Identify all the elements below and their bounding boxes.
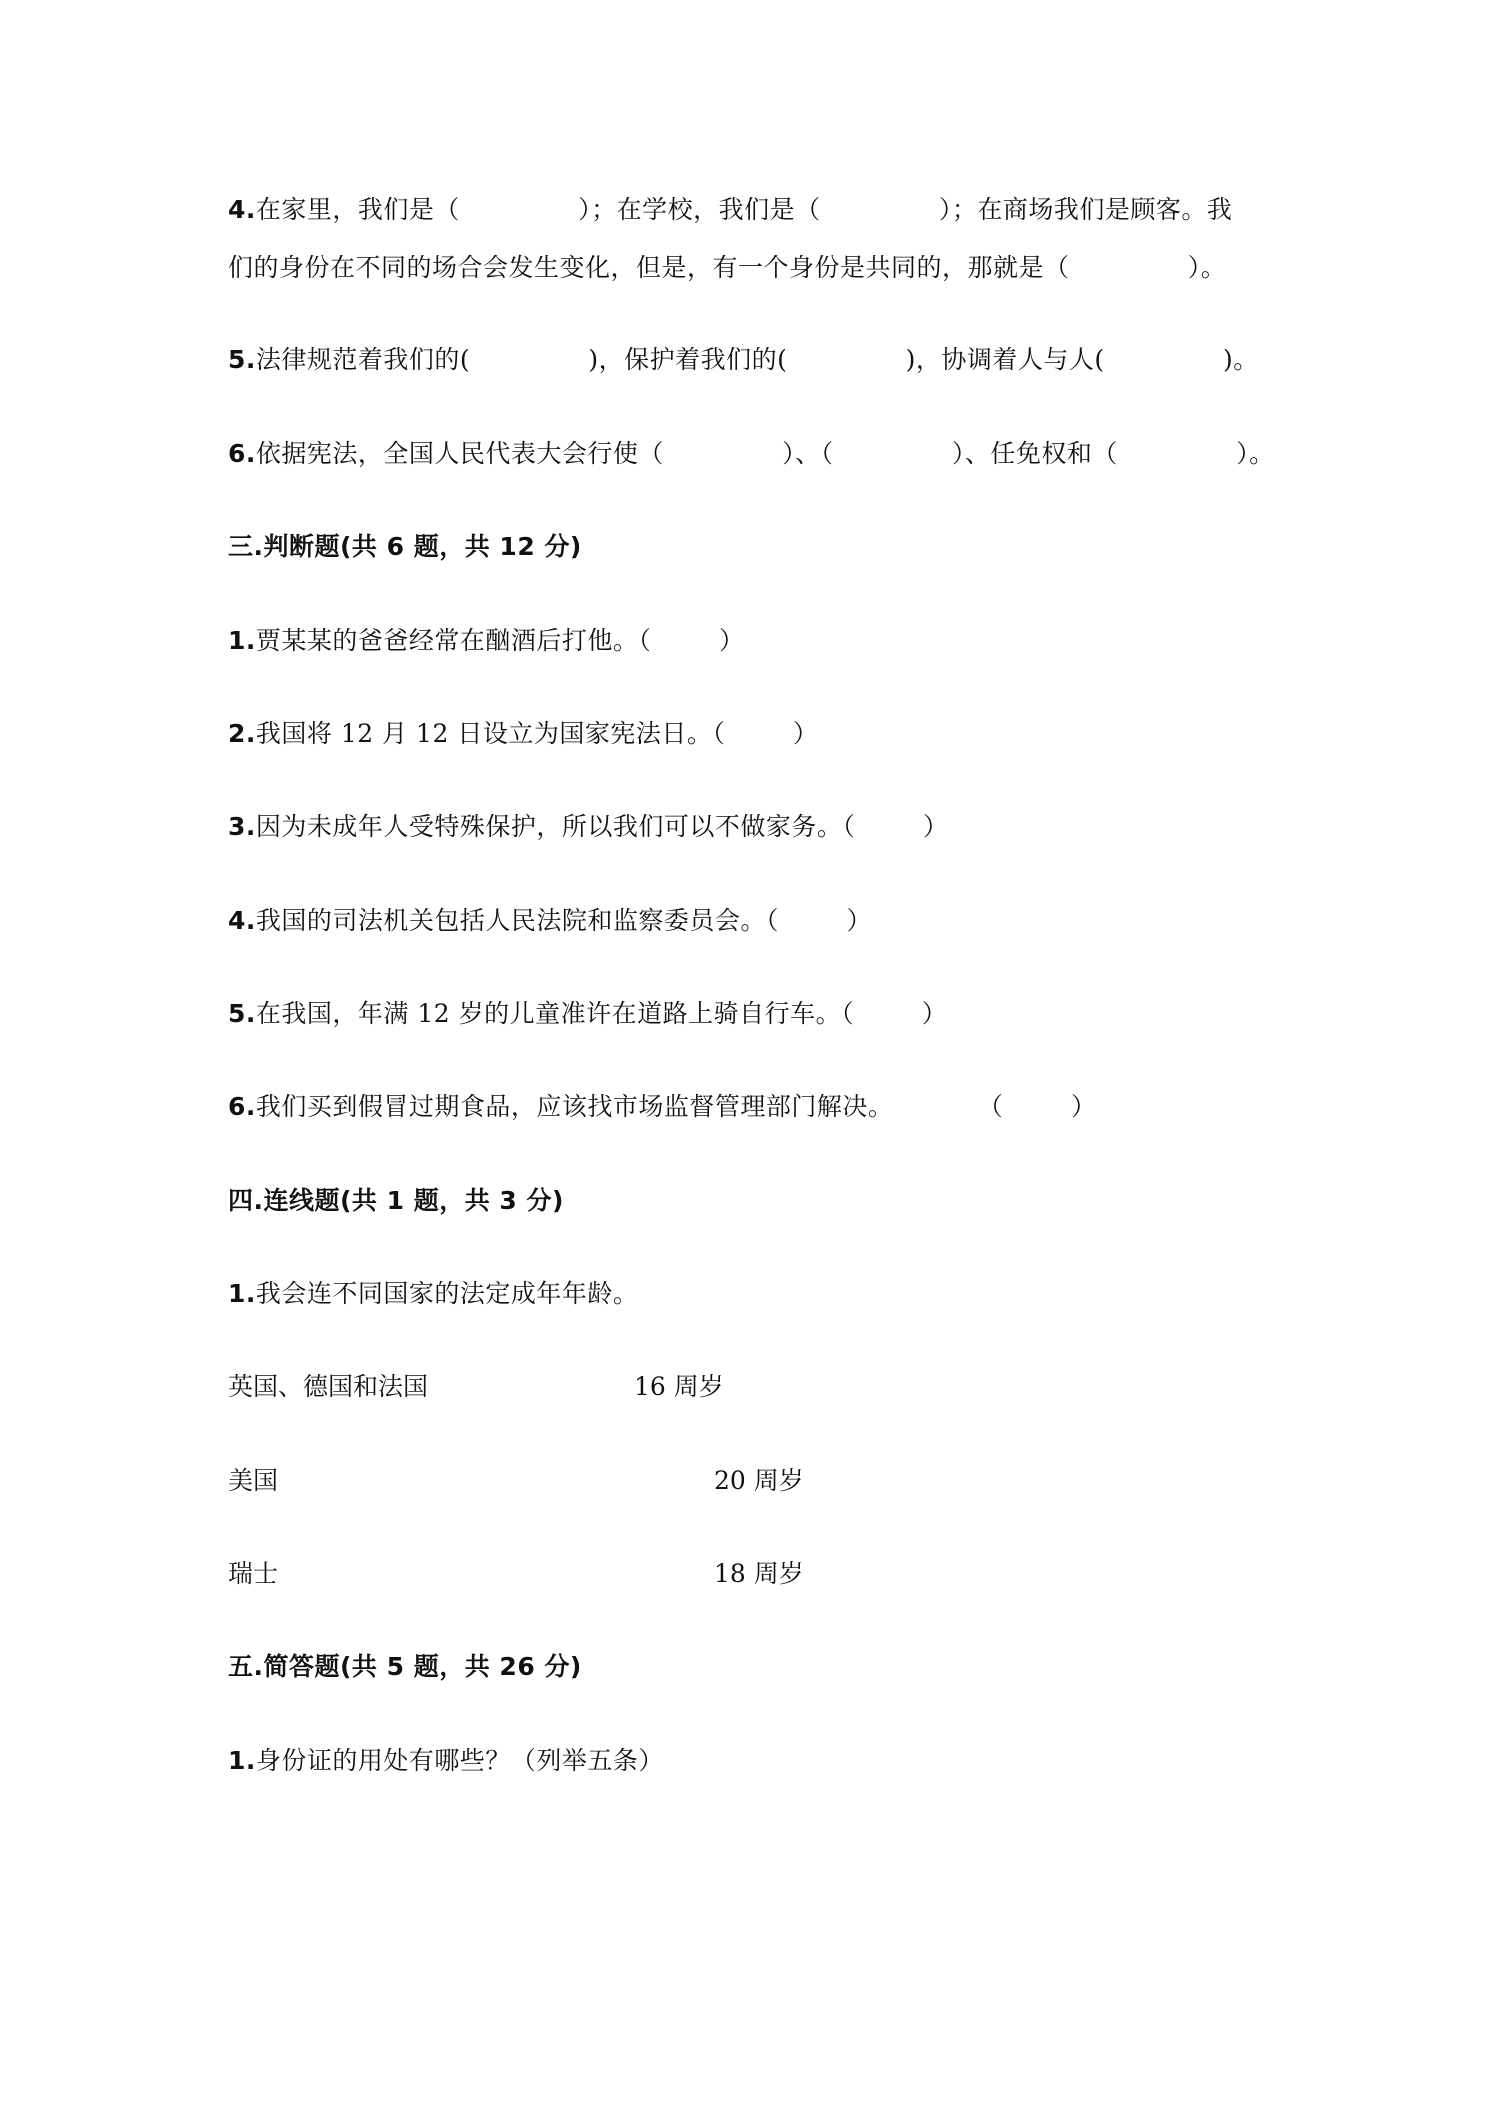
question-text: 我会连不同国家的法定成年年龄。	[255, 1279, 639, 1308]
question-text: 贾某某的爸爸经常在酗酒后打他。（ ）	[255, 626, 745, 655]
question-number: 1.	[228, 1279, 256, 1308]
short-answer-question-1	[228, 1744, 664, 1778]
section-3-heading: 三.判断题(共 6 题，共 12 分)	[228, 532, 582, 561]
fill-in-question-5	[228, 343, 1259, 377]
question-text: 我国的司法机关包括人民法院和监察委员会。（ ）	[255, 906, 872, 935]
question-number: 4.	[228, 195, 256, 224]
question-text: 我国将 12 月 12 日设立为国家宪法日。（ ）	[255, 719, 819, 748]
question-text: 们的身份在不同的场合会发生变化，但是，有一个身份是共同的，那就是（ ）。	[228, 253, 1227, 282]
fill-in-question-4-line2	[228, 251, 1226, 285]
question-text: 依据宪法，全国人民代表大会行使（ ）、（ ）、任免权和（ ）。	[255, 439, 1275, 468]
question-number: 3.	[228, 812, 256, 841]
question-text: 法律规范着我们的( )，保护着我们的( )，协调着人与人( )。	[255, 345, 1259, 374]
question-text: 在我国，年满 12 岁的儿童准许在道路上骑自行车。（ ）	[255, 999, 948, 1028]
question-number: 4.	[228, 906, 256, 935]
matching-right-item-1: 16 周岁	[634, 1372, 724, 1401]
matching-question-1	[228, 1277, 638, 1311]
judgement-item-4	[228, 904, 872, 938]
question-number: 1.	[228, 626, 256, 655]
question-text: 因为未成年人受特殊保护，所以我们可以不做家务。（ ）	[255, 812, 949, 841]
matching-right-item-3: 18 周岁	[714, 1559, 804, 1588]
matching-left-item-3: 瑞士	[228, 1559, 279, 1588]
question-number: 6.	[228, 1092, 256, 1121]
judgement-item-6	[228, 1090, 1096, 1124]
question-number: 5.	[228, 345, 256, 374]
matching-right-item-2: 20 周岁	[714, 1466, 804, 1495]
judgement-item-5	[228, 997, 947, 1031]
judgement-item-3	[228, 810, 948, 844]
question-number: 2.	[228, 719, 256, 748]
section-4-heading: 四.连线题(共 1 题，共 3 分)	[228, 1186, 564, 1215]
matching-left-item-1: 英国、德国和法国	[228, 1372, 429, 1401]
question-text: 我们买到假冒过期食品，应该找市场监督管理部门解决。 （ ）	[255, 1092, 1097, 1121]
fill-in-question-6	[228, 437, 1275, 471]
question-text: 身份证的用处有哪些？（列举五条）	[255, 1746, 664, 1775]
fill-in-question-4-line1	[228, 193, 1232, 227]
question-number: 1.	[228, 1746, 256, 1775]
section-5-heading: 五.简答题(共 5 题，共 26 分)	[228, 1652, 582, 1681]
question-text: 在家里，我们是（ ）；在学校，我们是（ ）；在商场我们是顾客。我	[255, 195, 1233, 224]
judgement-item-2	[228, 717, 818, 751]
question-number: 6.	[228, 439, 256, 468]
matching-left-item-2: 美国	[228, 1466, 279, 1495]
question-number: 5.	[228, 999, 256, 1028]
judgement-item-1	[228, 624, 744, 658]
